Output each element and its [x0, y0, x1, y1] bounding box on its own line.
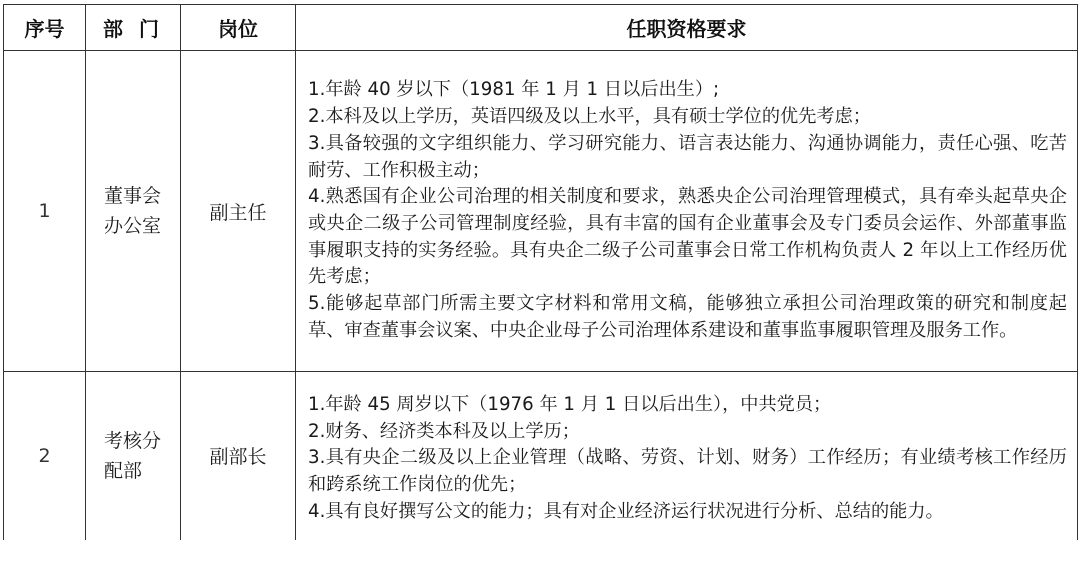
row-seq: 1	[4, 51, 86, 372]
requirement-item: 3.具有央企二级及以上企业管理（战略、劳资、计划、财务）工作经历；有业绩考核工作经历和跨系统工作岗位的优先；	[308, 447, 1067, 496]
row-dept: 董事会办公室	[86, 51, 181, 372]
requirement-item: 4.具有良好撰写公文的能力；具有对企业经济运行状况进行分析、总结的能力。	[308, 500, 944, 522]
table-header-row	[4, 5, 1078, 51]
requirement-item: 2.财务、经济类本科及以上学历；	[308, 420, 580, 442]
row-dept: 考核分配部	[86, 372, 181, 540]
table-row	[4, 51, 1078, 372]
requirement-item: 1.年龄 45 周岁以下（1976 年 1 月 1 日以后出生），中共党员；	[308, 394, 832, 415]
row-requirements	[296, 51, 1078, 372]
header-dept: 部门	[86, 5, 181, 51]
requirement-item: 4.熟悉国有企业公司治理的相关制度和要求，熟悉央企公司治理管理模式，具有牵头起草央企或央企二级子公司管理制度经验，具有丰富的国有企业董事会及专门委员会运作、外部董事监事履职支持的实务经验。具有央企二级子公司董事会日常工作机构负责人 2 年以上工作经历优先考虑；	[308, 186, 1067, 288]
requirement-item: 3.具备较强的文字组织能力、学习研究能力、语言表达能力、沟通协调能力，责任心强、吃苦耐劳、工作积极主动；	[308, 132, 1067, 181]
requirement-item: 5.能够起草部门所需主要文字材料和常用文稿，能够独立承担公司治理政策的研究和制度起草、审查董事会议案、中央企业母子公司治理体系建设和董事监事履职管理及服务工作。	[308, 293, 1067, 341]
table-row	[4, 372, 1078, 540]
header-position: 岗位	[181, 5, 296, 51]
row-position: 副主任	[181, 51, 296, 372]
job-requirements-table	[3, 4, 1078, 540]
header-seq: 序号	[4, 5, 86, 51]
row-seq: 2	[4, 372, 86, 540]
row-requirements	[296, 372, 1078, 540]
header-requirements: 任职资格要求	[296, 5, 1078, 51]
row-position: 副部长	[181, 372, 296, 540]
requirement-item: 2.本科及以上学历，英语四级及以上水平，具有硕士学位的优先考虑；	[308, 106, 871, 128]
requirement-item: 1.年龄 40 岁以下（1981 年 1 月 1 日以后出生）;	[308, 79, 720, 101]
